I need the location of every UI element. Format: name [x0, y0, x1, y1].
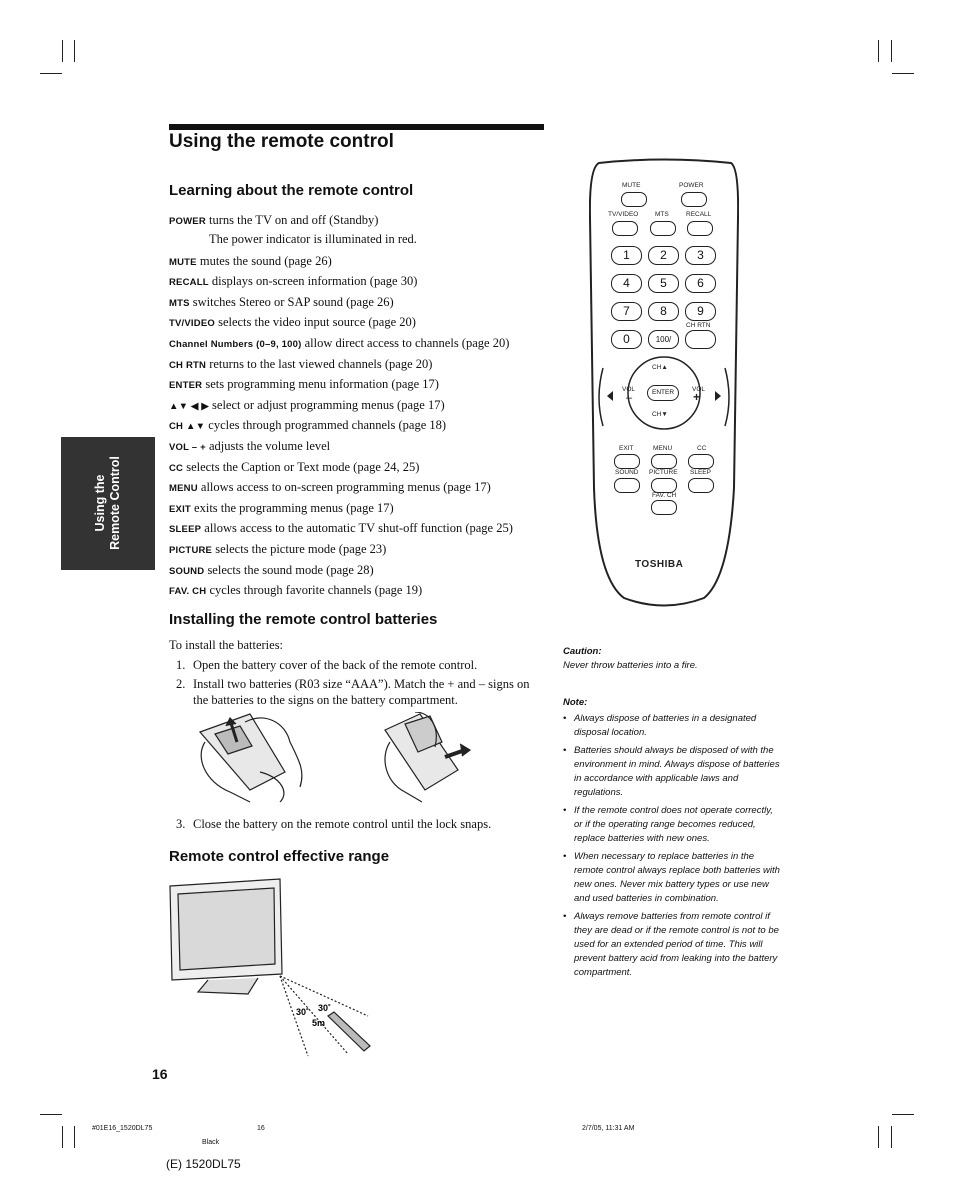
- favch-button[interactable]: [651, 500, 677, 515]
- button-name: CC: [169, 462, 184, 474]
- button-name: FAV. CH: [169, 586, 207, 598]
- chrtn-button[interactable]: [685, 330, 716, 349]
- key-8[interactable]: 8: [648, 302, 679, 321]
- button-name: MUTE: [169, 256, 197, 268]
- power-label: POWER: [679, 182, 704, 189]
- side-tab: [61, 437, 155, 570]
- button-name: Channel Numbers (0–9, 100): [169, 338, 302, 350]
- crop-mark: [74, 1126, 75, 1148]
- crop-mark: [40, 1114, 62, 1115]
- button-description: exits the programming menus (page 17): [194, 500, 394, 515]
- button-name: PICTURE: [169, 544, 213, 556]
- battery-install-illustration: [190, 712, 510, 804]
- sleep-button[interactable]: [688, 478, 714, 493]
- side-tab-line2: Remote Control: [108, 456, 122, 550]
- key-2[interactable]: 2: [648, 246, 679, 265]
- button-description: selects the video input source (page 20): [218, 315, 416, 330]
- note-title: Note:: [563, 697, 588, 708]
- list-item: [169, 210, 549, 231]
- key-4[interactable]: 4: [611, 274, 642, 293]
- list-item: [169, 560, 549, 581]
- cc-button[interactable]: [688, 454, 714, 469]
- step-number: 1.: [176, 658, 186, 672]
- menu-button[interactable]: [651, 454, 677, 469]
- chrtn-label: CH RTN: [686, 322, 711, 329]
- step-text: Open the battery cover of the back of the remote control.: [193, 658, 478, 672]
- sound-button[interactable]: [614, 478, 640, 493]
- crop-mark: [892, 1114, 914, 1115]
- button-name: SLEEP: [169, 524, 202, 536]
- footer-color: Black: [202, 1139, 220, 1146]
- vol-minus-label: –: [626, 392, 633, 404]
- range-heading: Remote control effective range: [169, 848, 390, 865]
- button-description: allows access to on-screen programming menus (page 17): [200, 480, 491, 495]
- tvvideo-button[interactable]: [612, 221, 638, 236]
- button-description: cycles through favorite channels (page 19): [209, 583, 423, 598]
- sound-label: SOUND: [615, 469, 639, 476]
- button-name: RECALL: [169, 277, 209, 289]
- learning-heading: Learning about the remote control: [169, 182, 414, 199]
- button-name: EXIT: [169, 503, 191, 515]
- note-item: • Batteries should always be disposed of with the environment in mind. Always dispose of batteries in accordance with applicable laws and regulations.: [563, 744, 783, 800]
- button-description: displays on-screen information (page 30): [211, 274, 418, 289]
- list-item: [169, 312, 549, 333]
- button-subnote: The power indicator is illuminated in red.: [209, 231, 417, 246]
- note-item: • Always dispose of batteries in a designated disposal location.: [563, 712, 783, 740]
- vol-left-label: VOL: [622, 386, 636, 393]
- cc-label: CC: [697, 445, 707, 452]
- list-item: [169, 292, 549, 313]
- angle-label-right: 30˚: [318, 1003, 332, 1013]
- key-9[interactable]: 9: [685, 302, 716, 321]
- button-description-list: [169, 210, 549, 601]
- crop-mark: [62, 1126, 63, 1148]
- button-name: TV/VIDEO: [169, 318, 215, 330]
- sleep-label: SLEEP: [690, 469, 711, 476]
- mute-label: MUTE: [622, 182, 641, 189]
- button-description: cycles through programmed channels (page 18): [208, 418, 447, 433]
- footer-date: 2/7/05, 11:31 AM: [582, 1125, 635, 1132]
- batteries-heading: Installing the remote control batteries: [169, 611, 438, 628]
- crop-mark: [74, 40, 75, 62]
- battery-step: [176, 676, 536, 708]
- key-7[interactable]: 7: [611, 302, 642, 321]
- distance-label: 5m: [312, 1018, 326, 1028]
- exit-label: EXIT: [619, 445, 634, 452]
- list-item: [169, 477, 549, 498]
- caution-title: Caution:: [563, 646, 602, 657]
- battery-step: [176, 816, 536, 832]
- crop-mark: [891, 40, 892, 62]
- button-description: select or adjust programming menus (page 17): [212, 397, 445, 412]
- page-title: Using the remote control: [169, 131, 394, 152]
- enter-button[interactable]: ENTER: [647, 385, 679, 401]
- list-item: [169, 539, 549, 560]
- step-text: Install two batteries (R03 size “AAA”). Match the + and – signs on the batteries to the signs on the battery compartment.: [193, 677, 530, 707]
- button-description: selects the sound mode (page 28): [207, 562, 374, 577]
- key-1[interactable]: 1: [611, 246, 642, 265]
- button-name: MTS: [169, 297, 190, 309]
- footer-model: (E) 1520DL75: [166, 1157, 241, 1171]
- recall-label: RECALL: [686, 211, 712, 218]
- button-name: POWER: [169, 216, 206, 227]
- effective-range-illustration: [168, 876, 378, 1058]
- crop-mark: [891, 1126, 892, 1148]
- footer-file: #01E16_1520DL75: [92, 1125, 153, 1132]
- step-number: 2.: [176, 677, 186, 691]
- key-100[interactable]: 100/: [648, 330, 679, 349]
- button-description: adjusts the volume level: [209, 438, 331, 453]
- list-item: [169, 457, 549, 478]
- favch-label: FAV. CH: [652, 492, 677, 499]
- battery-steps-final: [176, 816, 536, 835]
- ch-down-label: CH▼: [652, 411, 668, 418]
- mts-button[interactable]: [650, 221, 676, 236]
- button-description: allows access to the automatic TV shut-off function (page 25): [204, 521, 513, 536]
- notes-box: [563, 696, 783, 984]
- caution-box: [563, 645, 783, 673]
- picture-button[interactable]: [651, 478, 677, 493]
- menu-label: MENU: [653, 445, 673, 452]
- list-item: [169, 580, 549, 601]
- battery-step: [176, 657, 536, 673]
- page-number: 16: [152, 1066, 168, 1082]
- key-5[interactable]: 5: [648, 274, 679, 293]
- step-text: Close the battery on the remote control until the lock snaps.: [193, 817, 492, 831]
- key-6[interactable]: 6: [685, 274, 716, 293]
- button-description: sets programming menu information (page 17): [205, 377, 439, 392]
- button-description: mutes the sound (page 26): [199, 253, 332, 268]
- list-item: [169, 415, 549, 436]
- crop-mark: [62, 40, 63, 62]
- list-item: [169, 333, 549, 354]
- button-name: VOL – +: [169, 441, 206, 453]
- crop-mark: [878, 1126, 879, 1148]
- list-item: [169, 518, 549, 539]
- note-item: • If the remote control does not operate correctly, or if the operating range becomes reduced, replace batteries with new ones.: [563, 804, 783, 846]
- brand-logo: TOSHIBA: [635, 559, 684, 570]
- list-item: [169, 498, 549, 519]
- button-description: allow direct access to channels (page 20): [304, 335, 510, 350]
- mute-button[interactable]: [621, 192, 647, 207]
- button-name: CH ▲▼: [169, 421, 206, 433]
- list-item: [169, 354, 549, 375]
- button-description: selects the picture mode (page 23): [215, 541, 387, 556]
- list-item: [169, 251, 549, 272]
- key-3[interactable]: 3: [685, 246, 716, 265]
- list-item: [169, 436, 549, 457]
- button-name: MENU: [169, 483, 198, 495]
- battery-steps: [169, 637, 536, 711]
- power-button[interactable]: [681, 192, 707, 207]
- ch-up-label: CH▲: [652, 364, 668, 371]
- tvvideo-label: TV/VIDEO: [608, 211, 639, 218]
- side-tab-line1: Using the: [93, 474, 107, 532]
- vol-right-label: VOL: [692, 386, 706, 393]
- remote-control-illustration: [589, 158, 739, 608]
- button-description: switches Stereo or SAP sound (page 26): [192, 294, 394, 309]
- title-rule: [169, 124, 544, 130]
- note-item: • When necessary to replace batteries in the remote control always replace both batteries with new ones. Never mix battery types or use new and used batteries in combination.: [563, 850, 783, 906]
- picture-label: PICTURE: [649, 469, 678, 476]
- list-item: [169, 271, 549, 292]
- button-name: CH RTN: [169, 359, 207, 371]
- button-name: ENTER: [169, 380, 203, 392]
- angle-label-left: 30˚: [296, 1007, 310, 1017]
- button-description: turns the TV on and off (Standby): [209, 213, 379, 227]
- step-number: 3.: [176, 817, 186, 831]
- list-item: [169, 374, 549, 395]
- crop-mark: [40, 73, 62, 74]
- vol-plus-label: +: [693, 390, 701, 404]
- battery-intro: To install the batteries:: [169, 638, 284, 652]
- key-0[interactable]: 0: [611, 330, 642, 349]
- button-name: SOUND: [169, 565, 205, 577]
- exit-button[interactable]: [614, 454, 640, 469]
- button-name: ▲▼ ◀ ▶: [169, 400, 209, 412]
- button-description: returns to the last viewed channels (page 20): [209, 356, 433, 371]
- crop-mark: [892, 73, 914, 74]
- crop-mark: [878, 40, 879, 62]
- list-item: [169, 395, 549, 416]
- note-item: • Always remove batteries from remote control if they are dead or if the remote control is not to be used for an extended period of time. This will prevent battery acid from leaking into the battery compartment.: [563, 910, 783, 980]
- button-description: selects the Caption or Text mode (page 24, 25): [186, 459, 420, 474]
- recall-button[interactable]: [687, 221, 713, 236]
- footer-page: 16: [257, 1125, 265, 1132]
- mts-label: MTS: [655, 211, 669, 218]
- caution-text: Never throw batteries into a fire.: [563, 660, 698, 671]
